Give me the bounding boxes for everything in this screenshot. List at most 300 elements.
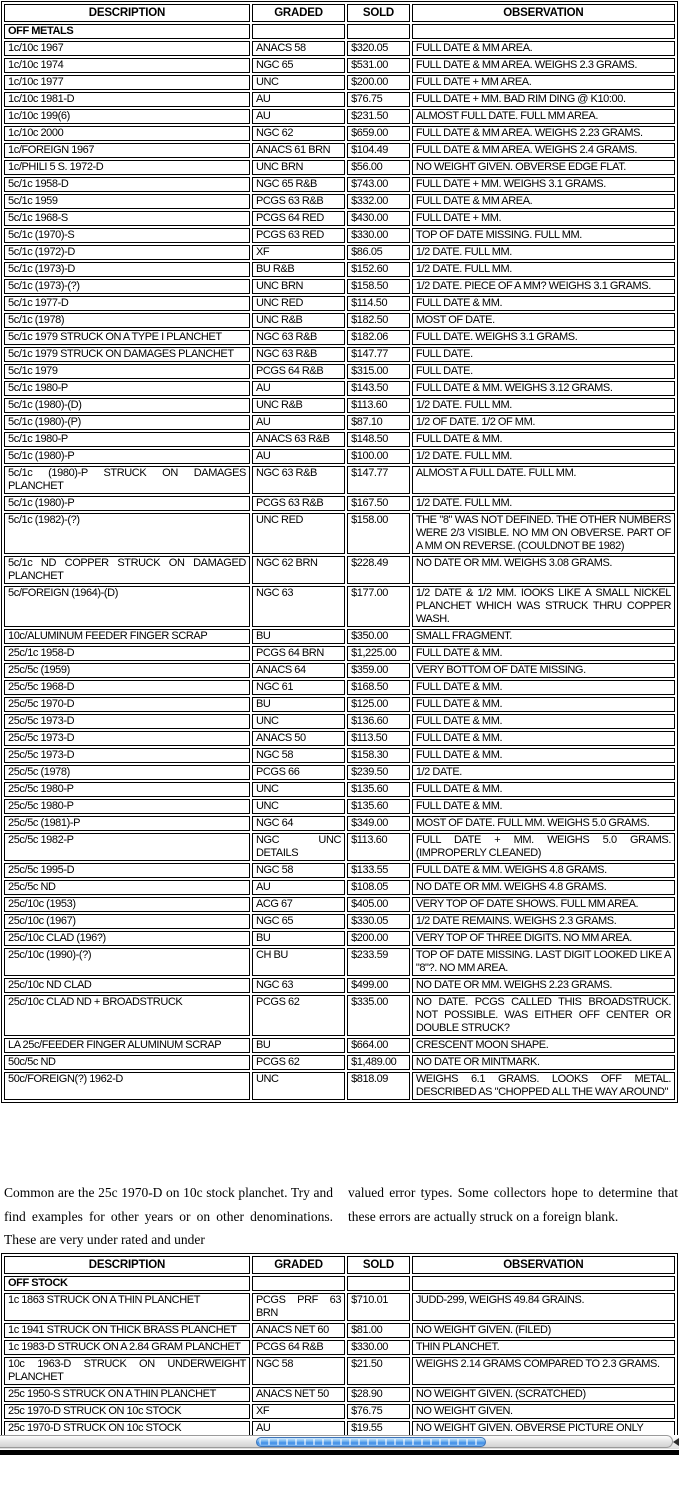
cell-sold: $104.49 [347,143,410,158]
table-row [4,948,675,976]
cell-observation: THIN PLANCHET. [412,1340,675,1355]
cell-description: 5c/1c (1978) [4,313,250,328]
cell-observation: FULL DATE & MM AREA. WEIGHS 2.3 GRAMS. [412,58,675,73]
cell-graded: PCGS PRF 63 BRN [252,1293,345,1321]
cell-description: 25c/5c 1973-D [4,731,250,746]
table-row [4,109,675,124]
table-row [4,731,675,746]
cell-description: 5c/1c 1958-D [4,177,250,192]
window-bottom-edge [0,1450,679,1455]
cell-sold: $499.00 [347,978,410,993]
cell-graded: NGC 61 [252,680,345,695]
scroll-left-arrow-icon[interactable] [673,1438,679,1446]
cell-description: 25c/1c 1958-D [4,646,250,661]
cell-description: 25c/5c (1981)-P [4,816,250,831]
cell-graded [252,24,345,39]
cell-graded: XF [252,1404,345,1419]
cell-sold: $710.01 [347,1293,410,1321]
cell-graded: AU [252,1421,345,1435]
table-row [4,496,675,511]
off-metals-table-section [1,1,678,1103]
off-stock-table [1,1253,678,1435]
table-header-row [4,4,675,22]
cell-sold: $231.50 [347,109,410,124]
cell-graded: NGC 58 [252,1357,345,1385]
cell-sold: $135.60 [347,782,410,797]
cell-sold: $239.50 [347,765,410,780]
cell-observation: FULL DATE. [412,347,675,362]
cell-sold: $76.75 [347,92,410,107]
cell-description: 1c/10c 1977 [4,75,250,90]
cell-description: 25c 1970-D STRUCK ON 10c STOCK [4,1421,250,1435]
cell-graded: NGC UNC DETAILS [252,833,345,861]
table-row [4,586,675,627]
cell-observation: FULL DATE & MM. WEIGHS 4.8 GRAMS. [412,863,675,878]
cell-graded: BU [252,1038,345,1053]
cell-observation: FULL DATE & MM. [412,782,675,797]
cell-sold: $19.55 [347,1421,410,1435]
body-text-column-1: Common are the 25c 1970-D on 10c stock planchet. Try and find examples for other years or on other denominations. These are very under rated and under [4,1185,333,1247]
cell-observation: FULL DATE & MM. [412,432,675,447]
cell-description: 1c/10c 2000 [4,126,250,141]
cell-sold: $135.60 [347,799,410,814]
cell-sold: $158.50 [347,279,410,294]
off-metals-table [1,1,678,1103]
body-text [4,1181,678,1252]
cell-description: 25c/10c CLAD ND + BROADSTRUCK [4,995,250,1036]
table-row [4,629,675,644]
cell-graded: PCGS 62 [252,995,345,1036]
column-header-observation: OBSERVATION [412,1256,675,1274]
cell-graded: UNC [252,714,345,729]
cell-description: 5c/1c 1979 [4,364,250,379]
cell-sold: $86.05 [347,245,410,260]
cell-observation: ALMOST A FULL DATE. FULL MM. [412,466,675,494]
cell-observation: 1/2 DATE. FULL MM. [412,245,675,260]
cell-sold: $359.00 [347,663,410,678]
cell-sold: $148.50 [347,432,410,447]
cell-graded: ANACS NET 50 [252,1387,345,1402]
cell-observation: FULL DATE & MM. [412,296,675,311]
cell-sold: $21.50 [347,1357,410,1385]
cell-observation: FULL DATE & MM. [412,646,675,661]
cell-observation: FULL DATE + MM. BAD RIM DING @ K10:00. [412,92,675,107]
table-row [4,748,675,763]
cell-graded: CH BU [252,948,345,976]
cell-observation: CRESCENT MOON SHAPE. [412,1038,675,1053]
column-header-description: DESCRIPTION [4,1256,250,1274]
cell-description: 5c/1c (1980)-P [4,449,250,464]
column-header-sold: SOLD [347,4,410,22]
cell-description: 25c/5c 1973-D [4,748,250,763]
cell-observation: WEIGHS 6.1 GRAMS. LOOKS OFF METAL. DESCRIBED AS "CHOPPED ALL THE WAY AROUND" [412,1072,675,1100]
table-row [4,415,675,430]
cell-sold: $330.00 [347,1340,410,1355]
cell-observation: FULL DATE + MM. [412,211,675,226]
cell-observation: NO WEIGHT GIVEN. (FILED) [412,1323,675,1338]
cell-observation: NO DATE OR MM. WEIGHS 2.23 GRAMS. [412,978,675,993]
cell-graded: ANACS 64 [252,663,345,678]
cell-sold: $405.00 [347,897,410,912]
cell-description: 25c 1970-D STRUCK ON 10c STOCK [4,1404,250,1419]
table-row [4,279,675,294]
cell-observation: NO WEIGHT GIVEN. OBVERSE EDGE FLAT. [412,160,675,175]
cell-description: 1c 1863 STRUCK ON A THIN PLANCHET [4,1293,250,1321]
cell-sold: $349.00 [347,816,410,831]
cell-description: 25c/5c ND [4,880,250,895]
table-row [4,398,675,413]
cell-description: 5c/1c 1959 [4,194,250,209]
table-row [4,177,675,192]
cell-observation [412,24,675,39]
cell-graded: NGC 62 BRN [252,556,345,584]
body-text-column-2: valued error types. Some collectors hope to determine that these errors are actually struck on a foreign blank. [348,1185,678,1224]
cell-graded: NGC 63 R&B [252,466,345,494]
table-row [4,663,675,678]
cell-observation: NO DATE OR MM. WEIGHS 3.08 GRAMS. [412,556,675,584]
cell-description: 25c/10c (1953) [4,897,250,912]
cell-graded: NGC 62 [252,126,345,141]
cell-sold: $147.77 [347,347,410,362]
cell-observation: FULL DATE & MM AREA. [412,41,675,56]
cell-observation: FULL DATE & MM. [412,748,675,763]
section-label: OFF STOCK [4,1276,250,1291]
cell-sold: $152.60 [347,262,410,277]
cell-description: 1c 1983-D STRUCK ON A 2.84 GRAM PLANCHET [4,1340,250,1355]
cell-description: 1c/PHILI 5 S. 1972-D [4,160,250,175]
cell-observation: FULL DATE & MM. [412,697,675,712]
cell-sold: $114.50 [347,296,410,311]
cell-observation: VERY TOP OF THREE DIGITS. NO MM AREA. [412,931,675,946]
cell-graded: UNC [252,782,345,797]
cell-graded: ACG 67 [252,897,345,912]
cell-graded: PCGS 64 RED [252,211,345,226]
cell-description: 5c/1c 1979 STRUCK ON A TYPE I PLANCHET [4,330,250,345]
cell-description: 25c/5c 1970-D [4,697,250,712]
cell-observation: WEIGHS 2.14 GRAMS COMPARED TO 2.3 GRAMS. [412,1357,675,1385]
cell-sold: $335.00 [347,995,410,1036]
cell-observation: 1/2 DATE. FULL MM. [412,449,675,464]
cell-sold: $200.00 [347,75,410,90]
cell-description: 25c/5c (1978) [4,765,250,780]
cell-description: 5c/1c (1980)-(D) [4,398,250,413]
table-row [4,782,675,797]
scrollbar-thumb[interactable] [256,1437,486,1447]
cell-description: LA 25c/FEEDER FINGER ALUMINUM SCRAP [4,1038,250,1053]
table-row [4,126,675,141]
cell-sold: $228.49 [347,556,410,584]
table-row [4,1387,675,1402]
cell-description: 1c/10c 1981-D [4,92,250,107]
cell-description: 5c/1c 1968-S [4,211,250,226]
table-row [4,330,675,345]
cell-description: 1c/FOREIGN 1967 [4,143,250,158]
table-row [4,160,675,175]
section-row-off-metals [4,24,675,39]
table-row [4,143,675,158]
cell-sold: $1,225.00 [347,646,410,661]
cell-observation: FULL DATE & MM. [412,799,675,814]
cell-graded: ANACS NET 60 [252,1323,345,1338]
cell-graded: NGC 58 [252,863,345,878]
cell-description: 25c/5c 1973-D [4,714,250,729]
cell-observation: THE "8" WAS NOT DEFINED. THE OTHER NUMBERS WERE 2/3 VISIBLE. NO MM ON OBVERSE. PART OF A MM ON REVERSE. (COULDNOT BE 1982) [412,513,675,554]
cell-description: 1c/10c 1974 [4,58,250,73]
cell-graded: ANACS 58 [252,41,345,56]
cell-graded: PCGS 66 [252,765,345,780]
cell-description: 25c/10c ND CLAD [4,978,250,993]
cell-description: 5c/FOREIGN (1964)-(D) [4,586,250,627]
cell-description: 5c/1c (1980)-P [4,496,250,511]
cell-sold: $1,489.00 [347,1055,410,1070]
cell-observation: FULL DATE & MM. WEIGHS 3.12 GRAMS. [412,381,675,396]
cell-description: 25c/5c 1968-D [4,680,250,695]
cell-sold: $818.09 [347,1072,410,1100]
cell-observation: NO WEIGHT GIVEN. (SCRATCHED) [412,1387,675,1402]
cell-graded [252,1276,345,1291]
table-row [4,1323,675,1338]
cell-sold: $113.60 [347,833,410,861]
cell-graded: NGC 64 [252,816,345,831]
cell-sold: $659.00 [347,126,410,141]
cell-sold: $330.05 [347,914,410,929]
cell-observation: FULL DATE + MM. WEIGHS 3.1 GRAMS. [412,177,675,192]
column-header-graded: GRADED [252,1256,345,1274]
cell-graded: UNC [252,1072,345,1100]
cell-description: 10c/ALUMINUM FEEDER FINGER SCRAP [4,629,250,644]
cell-observation: 1/2 OF DATE. 1/2 OF MM. [412,415,675,430]
table-row [4,816,675,831]
cell-sold: $182.50 [347,313,410,328]
table-row [4,432,675,447]
table-row [4,863,675,878]
table-row [4,245,675,260]
table-row [4,799,675,814]
cell-sold: $113.60 [347,398,410,413]
table-row [4,714,675,729]
table-row [4,931,675,946]
cell-sold: $233.59 [347,948,410,976]
table-row [4,228,675,243]
cell-observation: FULL DATE & MM. [412,714,675,729]
cell-description: 5c/1c 1977-D [4,296,250,311]
table-row [4,995,675,1036]
table-row [4,347,675,362]
cell-description: 5c/1c ND COPPER STRUCK ON DAMAGED PLANCHET [4,556,250,584]
cell-observation: MOST OF DATE. FULL MM. WEIGHS 5.0 GRAMS. [412,816,675,831]
column-header-graded: GRADED [252,4,345,22]
cell-sold: $200.00 [347,931,410,946]
table-row [4,1055,675,1070]
cell-graded: NGC 65 R&B [252,177,345,192]
table-row [4,680,675,695]
cell-sold: $133.55 [347,863,410,878]
cell-sold: $320.05 [347,41,410,56]
cell-graded: BU R&B [252,262,345,277]
table-row [4,211,675,226]
cell-sold: $143.50 [347,381,410,396]
cell-observation: ALMOST FULL DATE. FULL MM AREA. [412,109,675,124]
cell-observation: FULL DATE & MM AREA. [412,194,675,209]
scrollbar-track[interactable] [0,1435,673,1448]
cell-sold: $330.00 [347,228,410,243]
cell-description: 25c/10c (1967) [4,914,250,929]
table-row [4,556,675,584]
table-row [4,449,675,464]
cell-sold: $315.00 [347,364,410,379]
cell-graded: PCGS 62 [252,1055,345,1070]
table-row [4,58,675,73]
cell-observation [412,1276,675,1291]
cell-sold: $108.05 [347,880,410,895]
cell-observation: NO DATE OR MM. WEIGHS 4.8 GRAMS. [412,880,675,895]
cell-sold: $158.30 [347,748,410,763]
cell-graded: NGC 58 [252,748,345,763]
cell-description: 25c/5c (1959) [4,663,250,678]
cell-graded: AU [252,415,345,430]
section-row-off-stock [4,1276,675,1291]
table-row [4,92,675,107]
cell-graded: NGC 63 [252,586,345,627]
section-label: OFF METALS [4,24,250,39]
cell-sold: $168.50 [347,680,410,695]
cell-graded: BU [252,931,345,946]
cell-observation: 1/2 DATE REMAINS. WEIGHS 2.3 GRAMS. [412,914,675,929]
cell-sold [347,24,410,39]
cell-description: 5c/1c (1982)-(?) [4,513,250,554]
cell-sold: $113.50 [347,731,410,746]
cell-observation: FULL DATE & MM. [412,680,675,695]
cell-observation: 1/2 DATE. [412,765,675,780]
cell-description: 25c/5c 1980-P [4,799,250,814]
cell-observation: FULL DATE + MM AREA. [412,75,675,90]
table-row [4,513,675,554]
cell-description: 5c/1c (1970)-S [4,228,250,243]
table-row [4,296,675,311]
table-row [4,833,675,861]
cell-observation: TOP OF DATE MISSING. LAST DIGIT LOOKED LIKE A "8"?. NO MM AREA. [412,948,675,976]
cell-observation: MOST OF DATE. [412,313,675,328]
horizontal-scrollbar[interactable] [0,1435,679,1449]
cell-description: 50c/5c ND [4,1055,250,1070]
table-row [4,364,675,379]
cell-graded: AU [252,449,345,464]
cell-sold: $182.06 [347,330,410,345]
column-header-observation: OBSERVATION [412,4,675,22]
cell-graded: UNC R&B [252,313,345,328]
cell-description: 1c 1941 STRUCK ON THICK BRASS PLANCHET [4,1323,250,1338]
cell-description: 25c 1950-S STRUCK ON A THIN PLANCHET [4,1387,250,1402]
table-row [4,1421,675,1435]
cell-graded: NGC 63 [252,978,345,993]
cell-sold: $167.50 [347,496,410,511]
cell-graded: PCGS 63 R&B [252,194,345,209]
cell-graded: UNC RED [252,296,345,311]
cell-observation: VERY BOTTOM OF DATE MISSING. [412,663,675,678]
cell-graded: PCGS 63 R&B [252,496,345,511]
cell-observation: NO DATE. PCGS CALLED THIS BROADSTRUCK. NOT POSSIBLE. WAS EITHER OFF CENTER OR DOUBLE STRUCK? [412,995,675,1036]
cell-observation: 1/2 DATE. FULL MM. [412,398,675,413]
cell-description: 5c/1c 1979 STRUCK ON DAMAGES PLANCHET [4,347,250,362]
cell-description: 5c/1c 1980-P [4,432,250,447]
cell-graded: AU [252,880,345,895]
cell-graded: UNC R&B [252,398,345,413]
cell-description: 25c/5c 1980-P [4,782,250,797]
cell-description: 5c/1c (1980)-(P) [4,415,250,430]
cell-observation: FULL DATE & MM AREA. WEIGHS 2.23 GRAMS. [412,126,675,141]
cell-observation: NO WEIGHT GIVEN. [412,1404,675,1419]
cell-description: 1c/10c 1967 [4,41,250,56]
cell-observation: FULL DATE. WEIGHS 3.1 GRAMS. [412,330,675,345]
cell-observation: FULL DATE & MM AREA. WEIGHS 2.4 GRAMS. [412,143,675,158]
cell-sold: $531.00 [347,58,410,73]
table-row [4,41,675,56]
cell-graded: ANACS 63 R&B [252,432,345,447]
cell-sold: $332.00 [347,194,410,209]
cell-graded: NGC 65 [252,58,345,73]
cell-graded: ANACS 50 [252,731,345,746]
table-row [4,646,675,661]
table-row [4,381,675,396]
column-header-description: DESCRIPTION [4,4,250,22]
cell-description: 50c/FOREIGN(?) 1962-D [4,1072,250,1100]
table-row [4,262,675,277]
table-row [4,914,675,929]
off-stock-table-section [1,1253,678,1435]
cell-graded: NGC 63 R&B [252,347,345,362]
cell-description: 5c/1c (1973)-(?) [4,279,250,294]
cell-sold: $743.00 [347,177,410,192]
cell-sold: $177.00 [347,586,410,627]
cell-description: 5c/1c 1980-P [4,381,250,396]
cell-graded: NGC 63 R&B [252,330,345,345]
cell-description: 5c/1c (1980)-P STRUCK ON DAMAGES PLANCHET [4,466,250,494]
cell-observation: NO DATE OR MINTMARK. [412,1055,675,1070]
cell-graded: UNC BRN [252,160,345,175]
cell-graded: UNC [252,75,345,90]
cell-graded: PCGS 63 RED [252,228,345,243]
cell-sold: $430.00 [347,211,410,226]
cell-sold: $28.90 [347,1387,410,1402]
cell-sold: $76.75 [347,1404,410,1419]
cell-sold: $100.00 [347,449,410,464]
table-row [4,880,675,895]
cell-graded: AU [252,109,345,124]
cell-sold: $56.00 [347,160,410,175]
table-row [4,1340,675,1355]
cell-sold: $125.00 [347,697,410,712]
cell-graded: AU [252,92,345,107]
table-row [4,75,675,90]
cell-graded: BU [252,629,345,644]
table-row [4,313,675,328]
cell-graded: UNC [252,799,345,814]
table-row [4,978,675,993]
cell-sold: $664.00 [347,1038,410,1053]
table-row [4,1404,675,1419]
table-row [4,466,675,494]
cell-sold: $136.60 [347,714,410,729]
table-header-row [4,1256,675,1274]
cell-graded: ANACS 61 BRN [252,143,345,158]
cell-observation: VERY TOP OF DATE SHOWS. FULL MM AREA. [412,897,675,912]
cell-observation: 1/2 DATE. FULL MM. [412,496,675,511]
cell-observation: NO WEIGHT GIVEN. OBVERSE PICTURE ONLY [412,1421,675,1435]
cell-sold [347,1276,410,1291]
table-row [4,1357,675,1385]
cell-graded: AU [252,381,345,396]
cell-graded: NGC 65 [252,914,345,929]
